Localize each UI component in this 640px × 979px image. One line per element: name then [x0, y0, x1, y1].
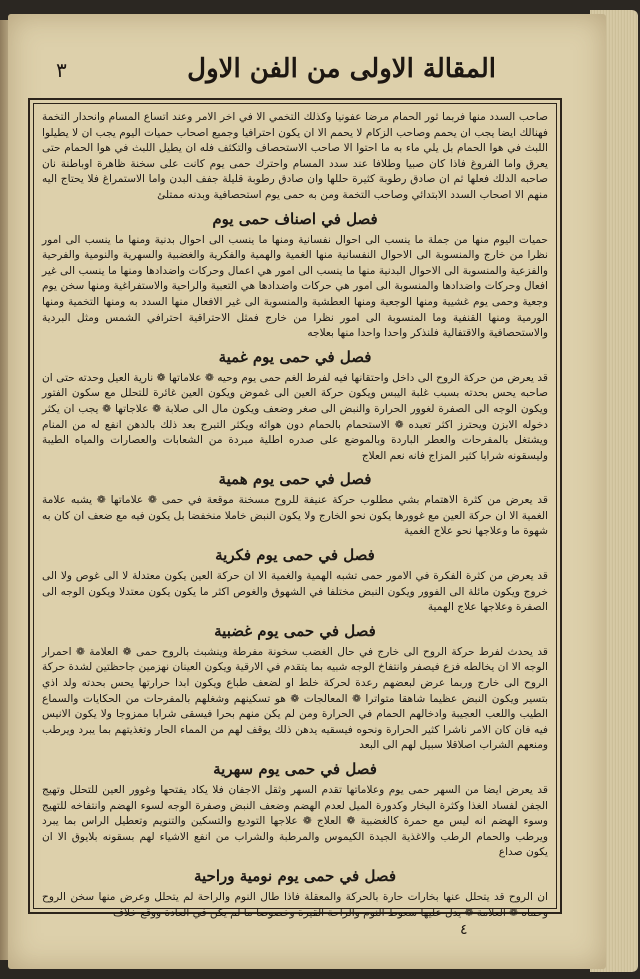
section-heading: فصل في حمى يوم همية — [218, 470, 372, 489]
book-page — [8, 14, 606, 969]
page-title: المقالة الاولى من الفن الاول — [187, 54, 496, 84]
section-heading: فصل في حمى يوم غضبية — [214, 621, 376, 640]
section-text: قد يعرض من كثرة الاهتمام بشي مطلوب حركة عنيفة للروح مسخنة موقعة في حمى ❁ علاماتها ❁ يشبه علامة الغمية الا ان حركة العين مع غوورها يكون نحو الخارج ولا يكون النبض خاملا منخفضا بل يكون فيه مع ضعف ان كان به شهوة ما وعلاجها نحو علاج الغمية — [42, 494, 548, 538]
section-heading: فصل في حمى يوم سهرية — [213, 760, 377, 778]
section-heading: فصل في حمى يوم نومية وراحية — [193, 866, 396, 885]
section-text: قد يحدث لفرط حركة الروح الى خارج في حال الغضب سخونة مفرطة وينشبث بالروح حمى ❁ العلامة ❁ احمرار الوجه الا ان يخالطه فزع فيصفر وانتفاخ الوجه شبيه بما يتقدم في الارقية ويكون العينان نهزمين جاحظتين لشدة حركة الروح الى خارج وربما عرض لبعضهم رعدة لحركة خلط او لضعف طباع ويكون ابدا حرارتها يحس بحدته ولد اذي بتسير ويكون النبض عظيما شاهقا متواترا ❁ المعالجات ❁ هو تسكينهم وشغلهم بالمفرحات من الحكايات والسماع الطيب واللعب العجيبة وادخالهم الحمام في الحرارة ومن لم يكن منهم بحرا فيسقى شرابا ممزوجا ولا يكون الانيس فيه فان كان الامر ناشرا كثير الحرارة ونحوه فيسقيه يدهن ذلك يوقف لهم من المماء الحار وتغذيتهم بما يبرد ويرطب ومنعهم الشراب اصلاقلا سبيل لهم الى البعد — [42, 645, 548, 752]
text-frame — [28, 98, 562, 919]
page-header — [56, 44, 566, 94]
section-heading: فصل في اصناف حمى يوم — [212, 209, 378, 228]
page-number-top: ٣ — [56, 58, 67, 82]
section-text: قد يعرض ايضا من السهر حمى يوم وعلاماتها تقدم السهر وثقل الاجفان فلا يكاد يفتحها وغوور العين للتحلل وتهيج الجفن لفساد الغذا وكثرة البخار وكدورة الميل لعدم الهضم وضعف النبض وصفرة الوجه لسوء الهضم وانتفاخه للتهيج وسوء الهضم انه ليس مع حمرة كالغضبية ❁ العلاج ❁ علاجها التوديع والتسكين والتنويم وتعطيل الراس بما يبرد ويرطب والحمام الرطب والاغذية الجيدة الكيموس والمرطبة والشراب من انفع الاشياء لهم بسقونه بلايوق الا ان يكون صداع — [42, 784, 548, 859]
section-text: حميات اليوم منها من جملة ما ينسب الى احوال نفسانية ومنها ما ينسب الى احوال بدنية ومنها ما ينسب الى امور نظرا من خارج والمنسوبة الى الاحوال النفسانية منها الغمية والهمية والفكرية والغضبية والسهرية والنومية والفرحية والفزعية والمنسوبة الى الاحوال البدنية منها ما ينسب الى امور هي اعمال وحركات واضدادها ومنها ما ينسب الى غير افعال وحركات واضدادها والمنسوبة الى امور هي حركات واضدادها هي التعبية والراحية والاستفراغية ومنها سخن يوم وجعية وحمى يوم غشيية ومنها الوجعية ومنها العطشية والمنسوبة الى غير الافعال منها السدد به ومنها التخمية ومنها الورمية ومنها القنفية وما المنسوبة الى امور نظرا من خارج فمثل الاحتراقية احترافي الشمس ومثل البردية والاستحصافية والاقتفالية فلنذكر واحدا واحدا منها بعلاجه — [42, 233, 548, 340]
section-text: قد يعرض من كثرة الفكرة في الامور حمى تشبه الهمية والغمية الا ان حركة العين يكون معتدلة لا الى غوص ولا الى خروج ويكون مائلة الى الفوور ويكون النبض مختلفا في الشهوق والغوص اكثر ما يكون يكون معتدلا ويكون الوجه الى الصفرة وعلاجها علاج الهمية — [42, 570, 548, 614]
page-number-bottom: ٤ — [460, 922, 468, 938]
section-text: قد يعرض من حركة الروح الى داخل واحتقانها فيه لفرط الغم حمى يوم وحيه ❁ علاماتها ❁ نارية العيل وحدته حتى ان صاحبه يحس بحدته بسبب غلبة اليبس ويكون حركة العين الى غموض ويكون العين غائرة للتحلل مع سكون الفتور ويكون الوجه الى الصفرة لغوور الحرارة والنبض الى صغر وضعف ويكون مال الى صلابة ❁ علاجاتها ❁ يجب ان يكثر دخوله الابزن ويحترز اكثر تعبده ❁ الاستحمام بالحمام دون هوائه ويكثر التبرج بعد ذلك بالدهن انفع له من المنام ويشتغل بالمفرحات والعطر الباردة وبالموضع على صدره اطلية مبردة من الشعابات والعصارات والمياه الطيبة وليسقونه شرابا كثير المزاج فانه نعم العلاج — [42, 371, 548, 462]
intro-paragraph: صاحب السدد منها فربما ثور الحمام مرضا عفونيا وكذلك التخمي الا في اخر الامر وعند اتساع المسام وانحدار التخمة فهنالك ايضا يجب ان يحمم وصاحب الزكام لا يحمم الا ان يكون احترافيا وجميع اصحاب حميات اليوم يجب ان لا يطيلوا اللبث في هوا الحمام بل يلي ماء به ما احتوا الا صاحب الاستحصاف والتكثف فله ان يطيل اللبث في هوا الحمام حتى يعرق واما الفروغ فاذا كان صبيا وطلافا عند سدد المسام واحترك حمى يوم كانت على سخنة ظاهرة اوباطنة نان صاحبه الدلك فعلها ثم ان صادق رطوبة كثيرة حللها وان صادق رطوبة قليلة جفف البدن واما الاستمراغ فلا يحتاج اليه منهم الا اصحاب السدد الابتدائي وصاحب التخمة ومن به حمى يوم استحصافية وبدنه ممتلئ — [42, 111, 548, 201]
section-heading: فصل في حمى يوم فكرية — [215, 546, 375, 565]
section-heading: فصل في حمى يوم غمية — [218, 347, 372, 366]
page-body — [42, 110, 548, 919]
section-text: ان الروح قد يتحلل عنها بخارات حارة بالحركة والمعقلة فاذا طال النوم والراحة لم يتحلل وعرض منها سخن الروح وحماه ❁ العلامة ❁ يدل عليها سعوط النوم والراحة القيرة وخصوصا ما لم يكن في العادة ووقع خلاف — [42, 890, 548, 919]
